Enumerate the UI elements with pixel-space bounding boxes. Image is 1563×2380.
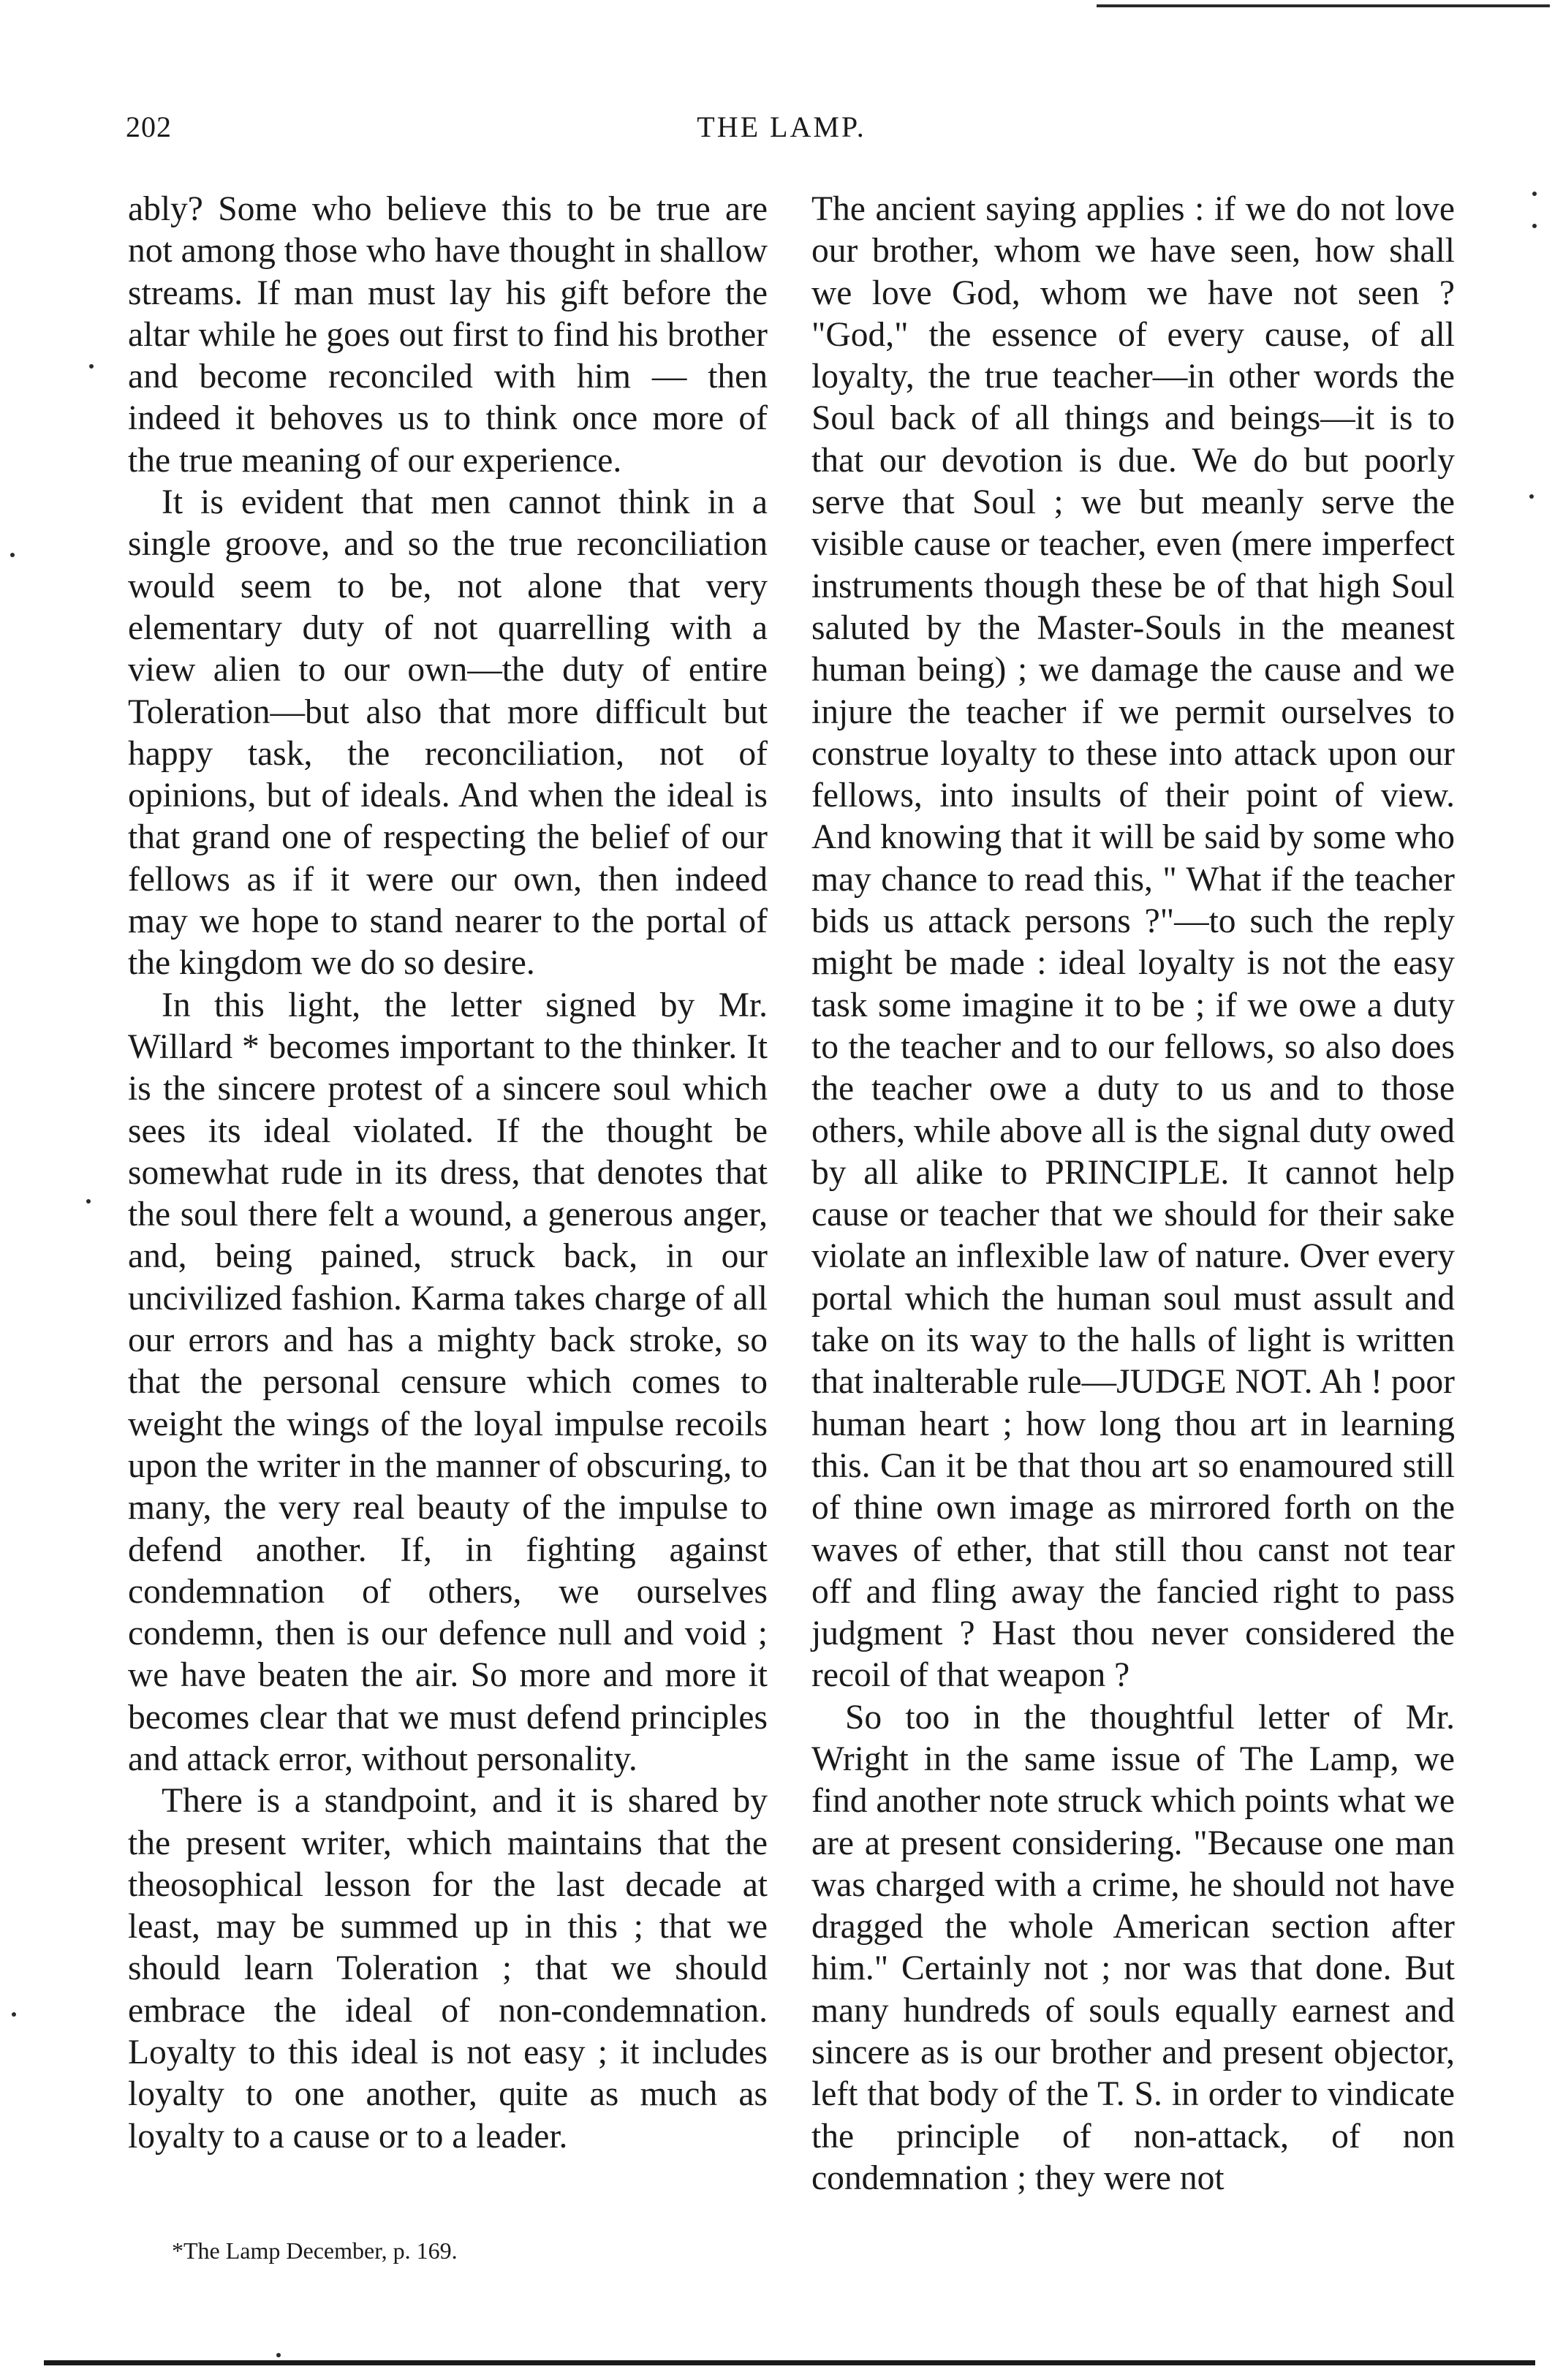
scan-edge-rule-top [1097, 4, 1550, 7]
page-number: 202 [126, 110, 172, 143]
scan-speck [89, 364, 94, 369]
running-head-title: THE LAMP. [697, 110, 866, 143]
right-column [811, 189, 1455, 2199]
paragraph: There is a standpoint, and it is shared by the present writer, which maintains that the theosophical lesson for the last decade at least, may be summed up in this ; that we should learn Toleration ; that we should embrace the ideal of non-condemnation. Loyalty to this ideal is not easy ; it includes loyalty to one another, quite as much as loyalty to a cause or to a leader. [128, 1782, 768, 2156]
footnote: *The Lamp December, p. 169. [172, 2237, 458, 2264]
left-column [128, 189, 768, 2158]
paragraph: ably? Some who believe this to be true are not among those who have thought in shallow streams. If man must lay his gift before the altar while he goes out first to find his brother and become reconciled with him — then indeed it behoves us to think once more of the true meaning of our experience. [128, 190, 768, 480]
paragraph: In this light, the letter signed by Mr. Willard * becomes important to the thinker. It is the sincere protest of a sincere soul which sees its ideal violated. If the thought be somewhat rude in its dress, that denotes that the soul there felt a wound, a generous anger, and, being pained, struck back, in our uncivilized fashion. Karma takes charge of all our errors and has a mighty back stroke, so that the personal censure which comes to weight the wings of the loyal impulse recoils upon the writer in the manner of obscuring, to many, the very real beauty of the impulse to defend another. If, in fighting against condemnation of others, we ourselves condemn, then is our defence null and void ; we have beaten the air. So more and more it becomes clear that we must defend principles and attack error, without personality. [128, 986, 768, 1778]
paragraph: The ancient saying applies : if we do not love our brother, whom we have seen, how shall we love God, whom we have not seen ? "God," the essence of every cause, of all loyalty, the true teacher—in other words the Soul back of all things and beings—it is to that our devotion is due. We do but poorly serve that Soul ; we but meanly serve the visible cause or teacher, even (mere imperfect instruments though these be of that high Soul saluted by the Master-Souls in the meanest human being) ; we damage the cause and we injure the teacher if we permit ourselves to construe loyalty to these into attack upon our fellows, into insults of their point of view. And knowing that it will be said by some who may chance to read this, " What if the teacher bids us attack persons ?"—to such the reply might be made : ideal loyalty is not the easy task some imagine it to be ; if we owe a duty to the teacher and to our fellows, so also does the teacher owe a duty to us and to those others, while above all is the signal duty owed by all alike to PRINCIPLE. It cannot help cause or teacher that we should for their sake violate an inflexible law of nature. Over every portal which the human soul must assult and take on its way to the halls of light is written that inalterable rule—JUDGE NOT. Ah ! poor human heart ; how long thou art in learning this. Can it be that thou art so enamoured still of thine own image as mirrored forth on the waves of ether, that still thou canst not tear off and fling away the fancied right to pass judgment ? Hast thou never considered the recoil of that weapon ? [811, 190, 1455, 1695]
scan-speck [12, 2012, 16, 2017]
paragraph: It is evident that men cannot think in a single groove, and so the true reconciliation would seem to be, not alone that very elementary duty of not quarrelling with a view alien to our own—the duty of entire Toleration—but also that more difficult but happy task, the reconciliation, not of opinions, but of ideals. And when the ideal is that grand one of respecting the belief of our fellows as if it were our own, then indeed may we hope to stand nearer to the portal of the kingdom we do so desire. [128, 483, 768, 983]
scan-speck [1532, 224, 1537, 228]
scan-speck [1529, 494, 1534, 499]
scan-edge-rule-bottom [44, 2360, 1535, 2365]
paragraph: So too in the thoughtful letter of Mr. Wright in the same issue of The Lamp, we find another note struck which points what we are at present considering. "Because one man was charged with a crime, he should not have dragged the whole American section after him." Certainly not ; nor was that done. But many hundreds of souls equally earnest and sincere as is our brother and present objector, left that body of the T. S. in order to vindicate the principle of non-attack, of non condemnation ; they were not [811, 1698, 1455, 2197]
scan-speck [276, 2353, 281, 2357]
scan-speck [10, 553, 15, 557]
scan-speck [1532, 192, 1537, 196]
scan-speck [86, 1199, 91, 1204]
